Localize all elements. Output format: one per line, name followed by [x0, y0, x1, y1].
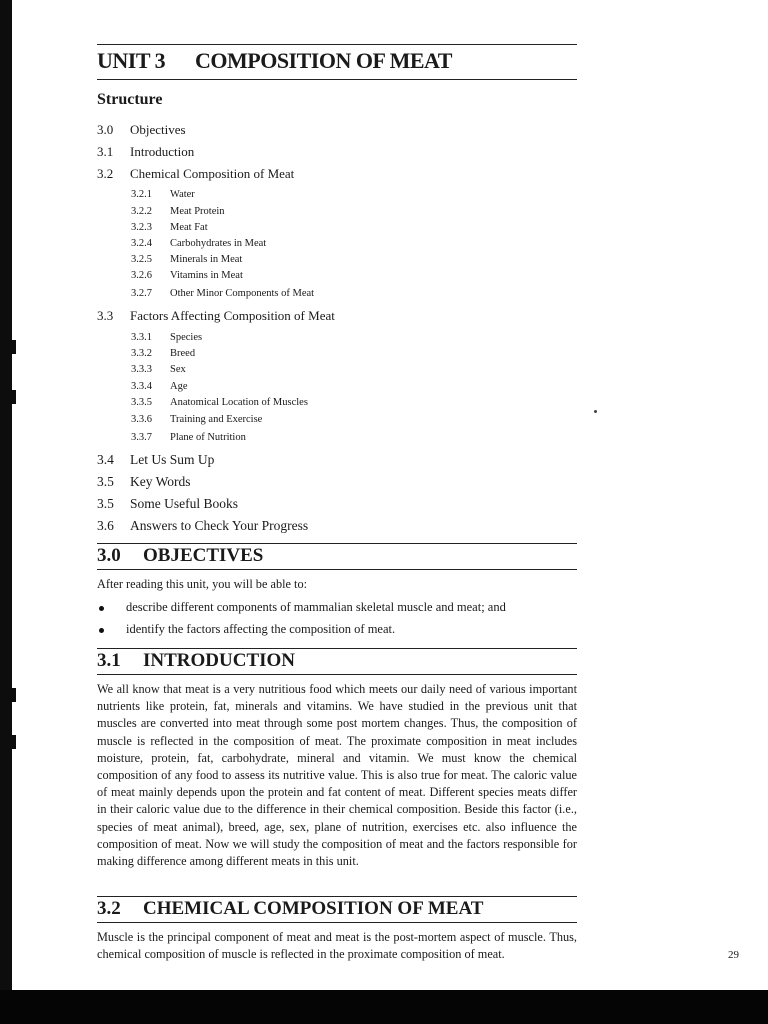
toc-sub-number: 3.2.5 [131, 254, 152, 265]
toc-title: Answers to Check Your Progress [130, 518, 309, 533]
toc-sub-number: 3.3.7 [131, 432, 152, 443]
section-heading-introduction [97, 648, 577, 675]
section-heading-objectives [97, 543, 577, 570]
toc-title: Objectives [130, 122, 186, 137]
bullet-icon [99, 628, 104, 633]
structure-heading: Structure [97, 91, 163, 108]
toc-sub-number: 3.2.4 [131, 238, 152, 249]
section-title: CHEMICAL COMPOSITION OF MEAT [143, 898, 484, 919]
unit-number: UNIT 3 [97, 48, 166, 73]
introduction-paragraph: We all know that meat is a very nutritious food which meets our daily need of various important nutrients like protein, fat, minerals and vitamins. We have studied in the previous unit that muscles are converted into meat through some post mortem changes. Thus, the composition of muscle is reflected in the composition of meat. The proximate composition in meat includes moisture, protein, fat, carbohydrate, mineral and vitamin. We must know the chemical composition of any food to assess its nutritive value. This is also true for meat. The caloric value of meat mainly depends upon the protein and fat content of meat. Different species meats differ in their caloric value due to the difference in their chemical composition. Beside this factor (i.e., species of meat animal), breed, age, sex, plane of nutrition, exercises etc. also influence the composition of meat. Now we will study the composition of meat and the factors responsible for making difference among different meats in this unit. [97, 682, 577, 869]
toc-number: 3.2 [97, 166, 114, 181]
section-heading-chemical-composition [97, 896, 577, 923]
section-title: INTRODUCTION [143, 650, 296, 671]
toc-sub-number: 3.3.4 [131, 381, 152, 392]
scan-speck [594, 410, 597, 413]
toc-number: 3.5 [97, 496, 114, 511]
section-number: 3.2 [97, 898, 121, 919]
toc-title: Chemical Composition of Meat [130, 166, 295, 181]
toc-number: 3.6 [97, 518, 114, 533]
toc-sub-number: 3.3.6 [131, 414, 152, 425]
section-number: 3.0 [97, 545, 121, 566]
toc-title: Factors Affecting Composition of Meat [130, 308, 335, 323]
scan-edge-mark [10, 735, 16, 749]
chemical-composition-paragraph: Muscle is the principal component of meat and meat is the post-mortem aspect of muscle. Thus, chemical composition of muscle is reflected in the proximate composition of meat. [97, 930, 577, 962]
toc-title: Let Us Sum Up [130, 452, 215, 467]
toc-sub-title: Training and Exercise [170, 414, 263, 425]
scan-left-edge [0, 0, 12, 992]
bullet-icon [99, 606, 104, 611]
toc-sub-title: Breed [170, 348, 196, 359]
toc-number: 3.3 [97, 308, 114, 323]
toc-sub-title: Sex [170, 364, 186, 375]
scan-edge-mark [10, 340, 16, 354]
scan-edge-mark [10, 390, 16, 404]
unit-title: COMPOSITION OF MEAT [195, 48, 452, 73]
toc-sub-title: Carbohydrates in Meat [170, 238, 267, 249]
toc-sub-title: Minerals in Meat [170, 254, 243, 265]
toc-sub-number: 3.3.1 [131, 332, 152, 343]
bullet-text: describe different components of mammalian skeletal muscle and meat; and [126, 600, 506, 614]
toc-sub-title: Plane of Nutrition [170, 432, 246, 443]
toc-sub-title: Meat Protein [170, 206, 225, 217]
section-number: 3.1 [97, 650, 121, 671]
toc-number: 3.5 [97, 474, 114, 489]
toc-sub-number: 3.2.1 [131, 189, 152, 200]
page-number: 29 [728, 949, 739, 961]
toc-sub-title: Age [170, 381, 188, 392]
toc-sub-title: Anatomical Location of Muscles [170, 397, 308, 408]
toc-sub-title: Water [170, 189, 195, 200]
toc-sub-title: Vitamins in Meat [170, 270, 243, 281]
toc-title: Key Words [130, 474, 191, 489]
toc-sub-title: Species [170, 332, 203, 343]
toc-sub-number: 3.2.7 [131, 288, 152, 299]
toc-title: Some Useful Books [130, 496, 238, 511]
toc-sub-number: 3.2.2 [131, 206, 152, 217]
toc-sub-number: 3.3.2 [131, 348, 152, 359]
toc-number: 3.4 [97, 452, 114, 467]
unit-header [97, 44, 577, 80]
toc-sub-title: Meat Fat [170, 222, 208, 233]
toc-sub-number: 3.3.5 [131, 397, 152, 408]
objectives-intro: After reading this unit, you will be able to: [97, 577, 308, 591]
bullet-text: identify the factors affecting the composition of meat. [126, 622, 396, 636]
toc-title: Introduction [130, 144, 195, 159]
toc-sub-number: 3.3.3 [131, 364, 152, 375]
toc-number: 3.0 [97, 122, 114, 137]
toc-number: 3.1 [97, 144, 114, 159]
scan-bottom-edge [0, 990, 768, 1024]
toc-sub-number: 3.2.3 [131, 222, 152, 233]
toc-sub-title: Other Minor Components of Meat [170, 288, 315, 299]
section-title: OBJECTIVES [143, 545, 264, 566]
toc-sub-number: 3.2.6 [131, 270, 152, 281]
scan-edge-mark [10, 688, 16, 702]
